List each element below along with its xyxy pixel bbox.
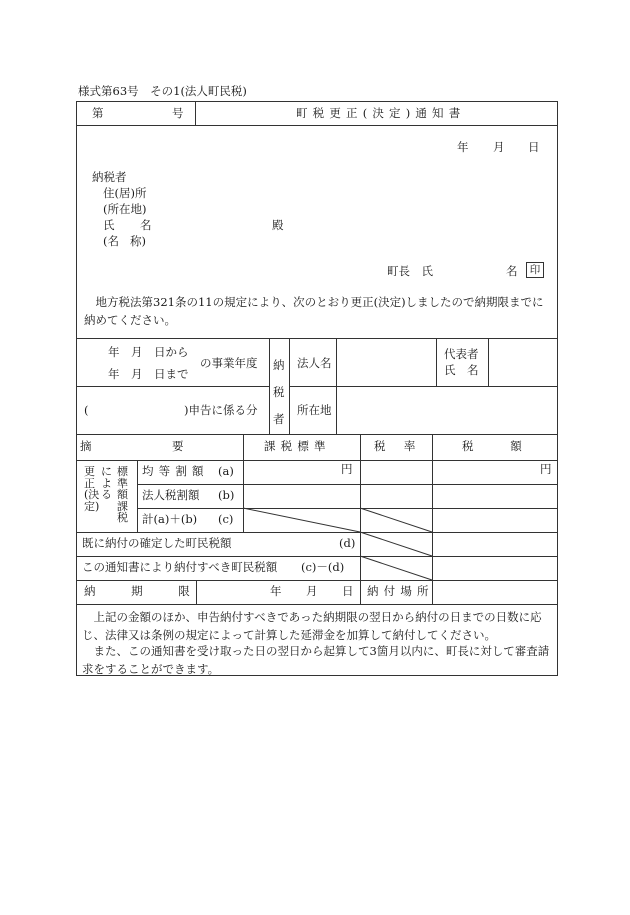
footer-note-2: また、この通知書を受け取った日の翌日から起算して3箇月以内に、町長に対して審査請求をすることができます。 — [82, 644, 550, 676]
payable-code: (c)－(d) — [301, 560, 345, 574]
mayor-name-char: 名 — [506, 264, 518, 278]
divider — [269, 338, 270, 434]
representative-label-1: 代表者 — [444, 347, 479, 361]
representative-label-2: 氏 名 — [444, 363, 479, 377]
form-label: 様式第63号 その1(法人町民税) — [78, 84, 247, 98]
divider — [137, 484, 558, 485]
date-year: 年 — [457, 140, 469, 154]
mayor-title: 町長 氏 — [387, 264, 433, 278]
divider — [432, 434, 433, 604]
row-label-corp-tax: 法人税割額 — [142, 488, 200, 502]
divider — [76, 460, 558, 461]
divider — [488, 338, 489, 386]
divider — [360, 434, 361, 604]
deadline-label: 納期限 — [84, 584, 226, 598]
taxpayer-name-label-a: 氏 — [103, 218, 115, 232]
taxpayer-address-label: 住(居)所 — [103, 186, 147, 200]
notice-text: 地方税法第321条の11の規定により、次のとおり更正(決定)しましたので納期限までに納めてください。 — [84, 295, 544, 327]
side-label-col3: 標準額課税 — [117, 465, 128, 525]
taxpayer-name-label-b: 名 — [140, 218, 152, 232]
side-label-col1: 更正 (決定) — [84, 465, 100, 513]
corp-name-label: 法人名 — [297, 356, 332, 370]
divider — [76, 434, 558, 435]
currency-unit-base: 円 — [341, 462, 353, 476]
divider — [195, 101, 196, 125]
number-prefix: 第 — [92, 106, 104, 120]
payment-place-label: 納付場所 — [367, 584, 434, 598]
divider — [137, 460, 138, 532]
divider — [76, 386, 269, 387]
divider — [76, 580, 558, 581]
number-suffix: 号 — [172, 106, 184, 120]
row-code-b: (b) — [218, 488, 235, 502]
divider — [76, 556, 558, 557]
row-code-a: (a) — [218, 464, 234, 478]
deadline-year: 年 — [270, 584, 282, 598]
payable-label: この通知書により納付すべき町民税額 — [82, 560, 278, 574]
business-year-label: の事業年度 — [200, 356, 258, 370]
taxpayer-corp-label-a: (名 — [103, 234, 119, 248]
row-code-c: (c) — [218, 512, 234, 526]
taxpayer-vertical-label: 納税者 — [273, 358, 285, 426]
divider — [137, 508, 558, 509]
footer-note-1: 上記の金額のほか、申告納付すべきであった納期限の翌日から納付の日までの日数に応じ、法律又は条例の規定によって計算した延滞金を加算して納付してください。 — [82, 610, 542, 642]
official-seal: 印 — [526, 262, 544, 278]
taxpayer-corp-label-b: 称) — [130, 234, 146, 248]
honorific: 殿 — [272, 218, 284, 232]
divider — [336, 338, 337, 434]
date-month: 月 — [493, 140, 505, 154]
divider — [76, 338, 558, 339]
taxpayer-location-label: (所在地) — [103, 202, 147, 216]
period-from: 年 月 日から — [108, 345, 189, 359]
currency-unit-amount: 円 — [540, 462, 552, 476]
taxpayer-heading: 納税者 — [92, 170, 127, 184]
divider — [76, 125, 558, 126]
column-header-summary: 摘要 — [80, 439, 264, 453]
divider — [76, 604, 558, 605]
divider — [289, 338, 290, 434]
row-label-equal: 均等割額 — [142, 464, 209, 478]
divider — [436, 338, 437, 386]
column-header-tax-amount: 税額 — [462, 439, 559, 453]
divider — [289, 386, 558, 387]
divider — [76, 532, 558, 533]
location-label: 所在地 — [297, 403, 332, 417]
side-label-col2: による — [101, 465, 112, 502]
deadline-month: 月 — [306, 584, 318, 598]
report-label: )申告に係る分 — [184, 403, 258, 417]
date-day: 日 — [528, 140, 540, 154]
page-title: 町税更正(決定)通知書 — [296, 106, 466, 120]
confirmed-code: (d) — [339, 536, 356, 550]
deadline-day: 日 — [342, 584, 354, 598]
confirmed-label: 既に納付の確定した町民税額 — [82, 536, 232, 550]
report-open-paren: ( — [84, 403, 89, 417]
column-header-tax-base: 課税標準 — [264, 439, 331, 453]
column-header-tax-rate: 税率 — [374, 439, 434, 453]
row-label-total: 計(a)＋(b) — [142, 512, 198, 526]
period-to: 年 月 日まで — [108, 367, 189, 381]
